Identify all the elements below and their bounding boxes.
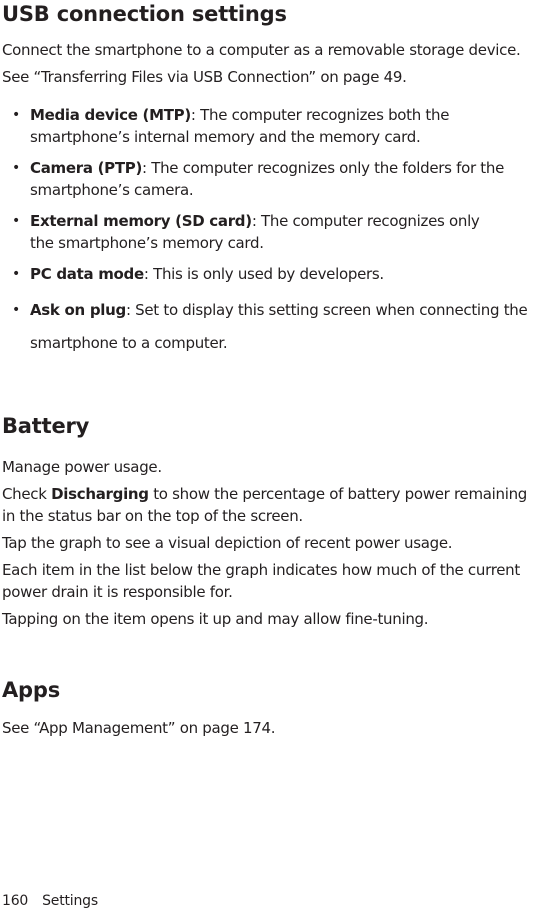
option-term: Camera (PTP) (30, 159, 143, 177)
usb-see-also: See “Transferring Files via USB Connection” on page 49. (2, 68, 407, 86)
page-footer (2, 891, 98, 911)
option-desc: : The computer recognizes both the smartphone’s internal memory and the memory card. (30, 106, 450, 146)
option-term: External memory (SD card) (30, 212, 252, 230)
discharging-term: Discharging (51, 485, 149, 503)
option-term: PC data mode (30, 265, 144, 283)
usb-heading: USB connection settings (2, 2, 287, 26)
option-desc: : The computer recognizes only the smartphone’s memory card. (30, 212, 480, 252)
page-number: 160 (2, 893, 29, 909)
option-term: Ask on plug (30, 301, 126, 319)
battery-intro: Manage power usage. (2, 458, 162, 476)
usb-option-ask-on-plug (2, 294, 543, 360)
option-desc: : This is only used by developers. (143, 265, 384, 283)
battery-tap-note: Tapping on the item opens it up and may allow fine-tuning. (2, 610, 429, 628)
option-desc: : Set to display this setting screen when connecting the smartphone to a computer. (30, 301, 528, 352)
battery-graph-note: Tap the graph to see a visual depiction of recent power usage. (2, 534, 453, 552)
battery-heading: Battery (2, 414, 90, 438)
option-desc: : The computer recognizes only the folders for the smartphone’s camera. (30, 159, 505, 199)
battery-discharging-note: Check Discharging to show the percentage of battery power remaining in the status bar on the top of the screen. (2, 485, 528, 525)
usb-option-media-device (2, 104, 543, 148)
apps-see-also: See “App Management” on page 174. (2, 719, 276, 737)
usb-intro: Connect the smartphone to a computer as a removable storage device. (2, 41, 521, 59)
usb-option-external-memory (2, 210, 543, 254)
footer-section: Settings (42, 893, 98, 909)
option-term: Media device (MTP) (30, 106, 191, 124)
battery-list-note: Each item in the list below the graph indicates how much of the current power drain it is responsible for. (2, 561, 520, 601)
apps-heading: Apps (2, 678, 61, 702)
usb-option-camera (2, 157, 543, 201)
usb-options-list (2, 104, 543, 360)
page (2, 0, 543, 739)
usb-option-pc-data-mode (2, 263, 543, 285)
